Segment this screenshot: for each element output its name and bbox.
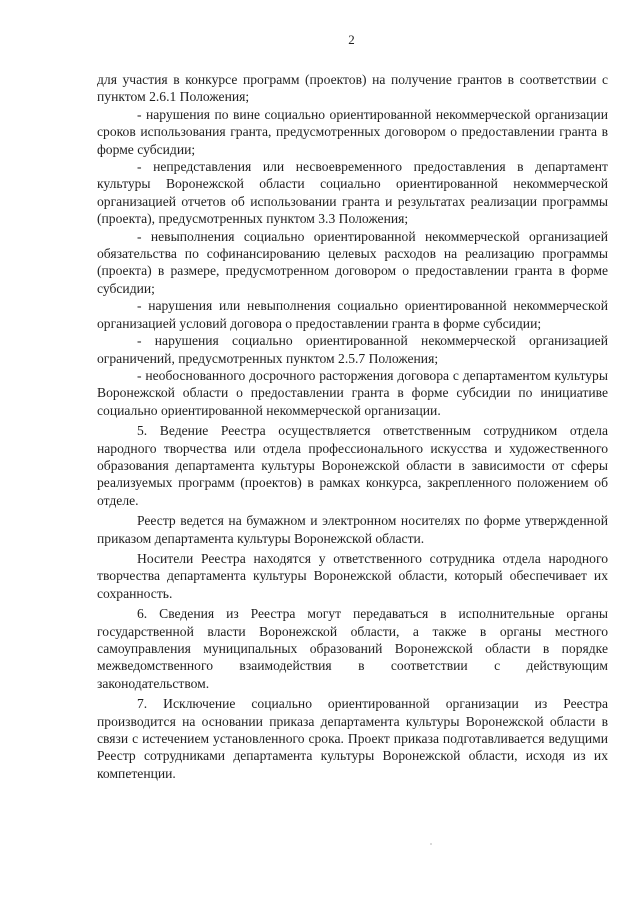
paragraph: Реестр ведется на бумажном и электронном носителях по форме утвержденной приказом департамента культуры Воронежской области.: [97, 513, 608, 546]
paragraph: Носители Реестра находятся у ответственного сотрудника отдела народного творчества департамента культуры Воронежской области, который обеспечивает их сохранность.: [97, 550, 608, 601]
paragraph-clause-5: 5. Ведение Реестра осуществляется ответственным сотрудником отдела народного творчества или отдела профессионального искусства и художественного образования департамента культуры Воронежской области в зависимости от сферы реализуемых программ (проектов) в рамках конкурса, закрепленного положением об отделе.: [97, 423, 608, 508]
paragraph-clause-6: 6. Сведения из Реестра могут передаваться в исполнительные органы государственной власти Воронежской области, а также в органы местного самоуправления муниципальных образований Воронежской области в порядке межведомственного взаимодействия в соответствии с действующим законодательством.: [97, 606, 608, 691]
paragraph-list-item: - невыполнения социально ориентированной некоммерческой организацией обязательства по софинансированию целевых расходов на реализацию программы (проекта) в размере, предусмотренном договором о предоставлении гранта в форме субсидии;: [97, 228, 608, 296]
paragraph-continuation: для участия в конкурсе программ (проектов) на получение грантов в соответствии с пунктом 2.6.1 Положения;: [97, 72, 608, 105]
paragraph-list-item: - необоснованного досрочного расторжения договора с департаментом культуры Воронежской области о предоставлении гранта в форме субсидии по инициативе социально ориентированной некоммерческой организации.: [97, 367, 608, 418]
paragraph-list-item: - нарушения по вине социально ориентированной некоммерческой организации сроков использования гранта, предусмотренных договором о предоставлении гранта в форме субсидии;: [97, 106, 608, 157]
document-body: [97, 71, 608, 782]
scan-speck: [430, 843, 432, 845]
paragraph-list-item: - непредставления или несвоевременного предоставления в департамент культуры Воронежской области социально ориентированной некоммерческой организацией отчетов об использовании гранта и результатах реализации программы (проекта), предусмотренных пунктом 3.3 Положения;: [97, 159, 608, 227]
paragraph-clause-7: 7. Исключение социально ориентированной организации из Реестра производится на основании приказа департамента культуры Воронежской области в связи с истечением установленного срока. Проект приказа подготавливается ведущими Реестр сотрудниками департамента культуры Воронежской области, исходя из их компетенции.: [97, 696, 608, 781]
paragraph-list-item: - нарушения социально ориентированной некоммерческой организацией ограничений, предусмотренных пунктом 2.5.7 Положения;: [97, 333, 608, 366]
page-number: 2: [348, 32, 355, 47]
paragraph-list-item: - нарушения или невыполнения социально ориентированной некоммерческой организацией условий договора о предоставлении гранта в форме субсидии;: [97, 298, 608, 331]
